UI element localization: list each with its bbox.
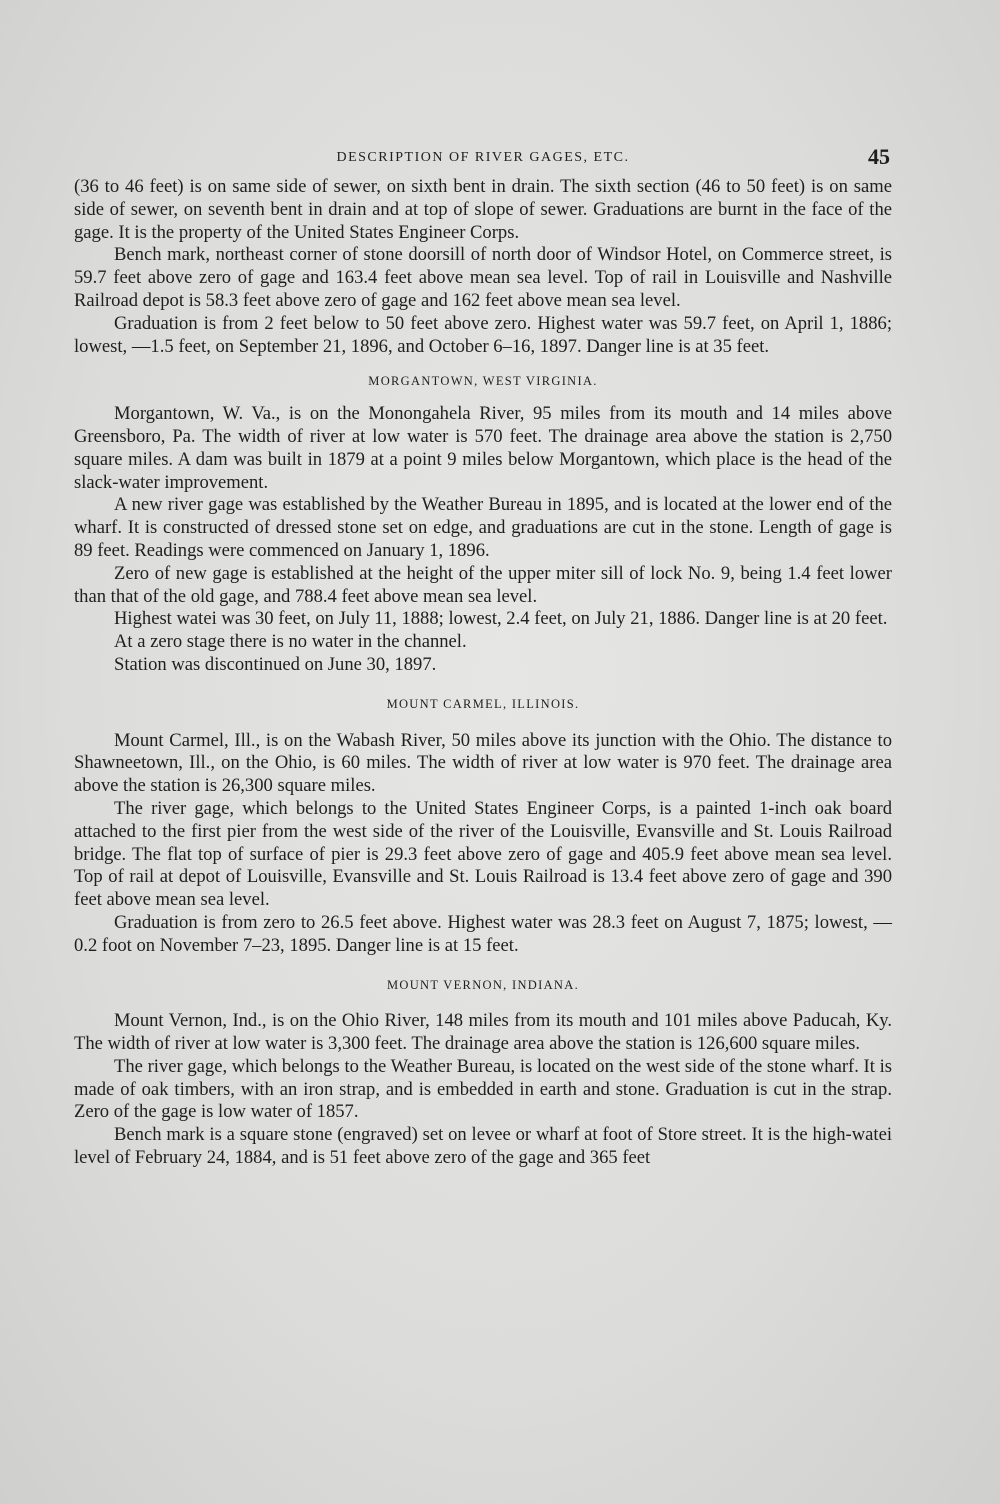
paragraph: (36 to 46 feet) is on same side of sewer, on sixth bent in drain. The sixth section (46 to 50 feet) is on same side of sewer, on seventh bent in drain and at top of slope of sewer. Graduations are burnt in the face of the gage. It is the property of the United States Engineer Corps. <box>74 176 892 243</box>
section-heading-morgantown: MORGANTOWN, WEST VIRGINIA. <box>368 374 598 389</box>
paragraph: Station was discontinued on June 30, 1897. <box>114 653 437 675</box>
section-heading-mount-vernon: MOUNT VERNON, INDIANA. <box>386 977 580 992</box>
running-head: DESCRIPTION OF RIVER GAGES, ETC. <box>336 150 630 165</box>
page-number: 45 <box>868 144 890 169</box>
paragraph: Graduation is from 2 feet below to 50 feet above zero. Highest water was 59.7 feet, on April 1, 1886; lowest, —1.5 feet, on September 21, 1896, and October 6–16, 1897. Danger line is at 35 feet. <box>74 312 892 357</box>
paragraph: A new river gage was established by the Weather Bureau in 1895, and is located at the lower end of the wharf. It is constructed of dressed stone set on edge, and graduations are cut in the stone. Length of gage is 89 feet. Readings were commenced on January 1, 1896. <box>74 494 892 561</box>
paragraph: Highest watei was 30 feet, on July 11, 1888; lowest, 2.4 feet, on July 21, 1886. Danger line is at 20 feet. <box>114 608 888 630</box>
paragraph: At a zero stage there is no water in the channel. <box>114 631 467 653</box>
paragraph: Mount Carmel, Ill., is on the Wabash River, 50 miles above its junction with the Ohio. The distance to Shawneetown, Ill., on the Ohio, is 60 miles. The width of river at low water is 970 feet. The drainage area above the station is 26,300 square miles. <box>74 729 892 797</box>
paragraph: Morgantown, W. Va., is on the Monongahela River, 95 miles from its mouth and 14 miles above Greensboro, Pa. The width of river at low water is 570 feet. The drainage area above the station is 2,750 square miles. A dam was built in 1879 at a point 9 miles below Morgantown, which place is the head of the slack-water improvement. <box>74 403 892 493</box>
paragraph: Graduation is from zero to 26.5 feet above. Highest water was 28.3 feet on August 7, 1875; lowest, —0.2 foot on November 7–23, 1895. Danger line is at 15 feet. <box>74 911 892 956</box>
paragraph: Zero of new gage is established at the height of the upper miter sill of lock No. 9, being 1.4 feet lower than that of the old gage, and 788.4 feet above mean sea level. <box>74 562 892 607</box>
paragraph: The river gage, which belongs to the Weather Bureau, is located on the west side of the stone wharf. It is made of oak timbers, with an iron strap, and is embedded in earth and stone. Graduation is cut in the strap. Zero of the gage is low water of 1857. <box>74 1055 892 1123</box>
body-text <box>74 176 892 1170</box>
paragraph: Bench mark is a square stone (engraved) set on levee or wharf at foot of Store street. It is the high-watei level of February 24, 1884, and is 51 feet above zero of the gage and 365 feet <box>74 1124 892 1169</box>
paragraph: Bench mark, northeast corner of stone doorsill of north door of Windsor Hotel, on Commerce street, is 59.7 feet above zero of gage and 163.4 feet above mean sea level. Top of rail in Louisville and Nashville Railroad depot is 58.3 feet above zero of gage and 162 feet above mean sea level. <box>74 244 892 311</box>
paragraph: Mount Vernon, Ind., is on the Ohio River, 148 miles from its mouth and 101 miles above Paducah, Ky. The width of river at low water is 3,300 feet. The drainage area above the station is 126,600 square miles. <box>74 1010 892 1055</box>
paragraph: The river gage, which belongs to the United States Engineer Corps, is a painted 1-inch oak board attached to the first pier from the west side of the river of the Louisville, Evansville and St. Louis Railroad bridge. The flat top of surface of pier is 29.3 feet above zero of gage and 405.9 feet above mean sea level. Top of rail at depot of Louisville, Evansville and St. Louis Railroad is 13.4 feet above zero of gage and 390 feet above mean sea level. <box>74 797 892 911</box>
page-header <box>76 144 890 174</box>
section-heading-mount-carmel: MOUNT CARMEL, ILLINOIS. <box>386 696 580 711</box>
